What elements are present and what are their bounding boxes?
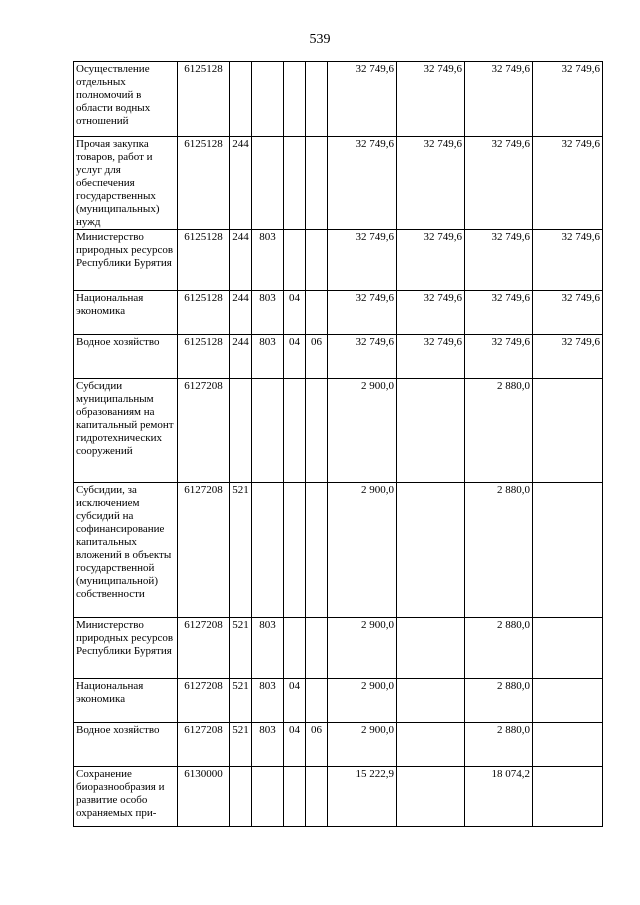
ministry-code bbox=[252, 767, 284, 827]
subsection-code bbox=[306, 137, 328, 230]
ministry-code: 803 bbox=[252, 230, 284, 291]
section-code bbox=[284, 62, 306, 137]
target-code: 6127208 bbox=[178, 679, 230, 723]
section-code bbox=[284, 137, 306, 230]
amount-3: 2 880,0 bbox=[465, 723, 533, 767]
amount-4: 32 749,6 bbox=[533, 335, 603, 379]
subsection-code bbox=[306, 230, 328, 291]
amount-2: 32 749,6 bbox=[397, 62, 465, 137]
amount-4: 32 749,6 bbox=[533, 62, 603, 137]
table-row bbox=[74, 483, 603, 618]
row-name: Министерство природных ресурсов Республики Бурятия bbox=[74, 230, 178, 291]
target-code: 6125128 bbox=[178, 291, 230, 335]
subsection-code: 06 bbox=[306, 335, 328, 379]
amount-3: 32 749,6 bbox=[465, 335, 533, 379]
subsection-code bbox=[306, 62, 328, 137]
amount-3: 32 749,6 bbox=[465, 62, 533, 137]
expense-type-code: 521 bbox=[230, 723, 252, 767]
amount-1: 32 749,6 bbox=[328, 230, 397, 291]
amount-2 bbox=[397, 618, 465, 679]
table-row bbox=[74, 618, 603, 679]
target-code: 6130000 bbox=[178, 767, 230, 827]
subsection-code: 06 bbox=[306, 723, 328, 767]
amount-1: 2 900,0 bbox=[328, 723, 397, 767]
target-code: 6125128 bbox=[178, 62, 230, 137]
amount-2 bbox=[397, 379, 465, 483]
ministry-code bbox=[252, 62, 284, 137]
amount-1: 15 222,9 bbox=[328, 767, 397, 827]
row-name: Сохранение биоразнообразия и развитие особо охраняемых при- bbox=[74, 767, 178, 827]
amount-4: 32 749,6 bbox=[533, 291, 603, 335]
table-row bbox=[74, 767, 603, 827]
amount-4: 32 749,6 bbox=[533, 137, 603, 230]
section-code: 04 bbox=[284, 335, 306, 379]
amount-2: 32 749,6 bbox=[397, 335, 465, 379]
target-code: 6127208 bbox=[178, 379, 230, 483]
row-name: Национальная экономика bbox=[74, 679, 178, 723]
amount-3: 32 749,6 bbox=[465, 291, 533, 335]
row-name: Водное хозяйство bbox=[74, 335, 178, 379]
row-name: Водное хозяйство bbox=[74, 723, 178, 767]
expense-type-code bbox=[230, 767, 252, 827]
budget-table bbox=[73, 61, 603, 827]
amount-1: 32 749,6 bbox=[328, 62, 397, 137]
section-code bbox=[284, 618, 306, 679]
amount-4 bbox=[533, 379, 603, 483]
section-code: 04 bbox=[284, 679, 306, 723]
ministry-code: 803 bbox=[252, 679, 284, 723]
ministry-code: 803 bbox=[252, 723, 284, 767]
expense-type-code: 244 bbox=[230, 230, 252, 291]
expense-type-code: 244 bbox=[230, 335, 252, 379]
amount-3: 32 749,6 bbox=[465, 230, 533, 291]
amount-1: 2 900,0 bbox=[328, 483, 397, 618]
expense-type-code: 244 bbox=[230, 291, 252, 335]
amount-1: 2 900,0 bbox=[328, 379, 397, 483]
row-name: Национальная экономика bbox=[74, 291, 178, 335]
ministry-code: 803 bbox=[252, 335, 284, 379]
amount-3: 32 749,6 bbox=[465, 137, 533, 230]
expense-type-code bbox=[230, 379, 252, 483]
amount-4 bbox=[533, 767, 603, 827]
ministry-code bbox=[252, 483, 284, 618]
amount-1: 32 749,6 bbox=[328, 335, 397, 379]
expense-type-code: 521 bbox=[230, 618, 252, 679]
amount-4 bbox=[533, 483, 603, 618]
table-row bbox=[74, 137, 603, 230]
section-code bbox=[284, 767, 306, 827]
target-code: 6127208 bbox=[178, 618, 230, 679]
expense-type-code bbox=[230, 62, 252, 137]
target-code: 6127208 bbox=[178, 723, 230, 767]
ministry-code: 803 bbox=[252, 291, 284, 335]
amount-4: 32 749,6 bbox=[533, 230, 603, 291]
amount-2: 32 749,6 bbox=[397, 291, 465, 335]
row-name: Субсидии муниципальным образованиям на капитальный ремонт гидротехнических сооружений bbox=[74, 379, 178, 483]
row-name: Субсидии, за исключением субсидий на софинансирование капитальных вложений в объекты государственной (муниципальной) собственности bbox=[74, 483, 178, 618]
ministry-code bbox=[252, 379, 284, 483]
subsection-code bbox=[306, 379, 328, 483]
table-row bbox=[74, 230, 603, 291]
section-code bbox=[284, 379, 306, 483]
expense-type-code: 521 bbox=[230, 679, 252, 723]
amount-4 bbox=[533, 679, 603, 723]
ministry-code bbox=[252, 137, 284, 230]
amount-1: 2 900,0 bbox=[328, 679, 397, 723]
amount-4 bbox=[533, 618, 603, 679]
row-name: Осуществление отдельных полномочий в области водных отношений bbox=[74, 62, 178, 137]
amount-3: 2 880,0 bbox=[465, 379, 533, 483]
subsection-code bbox=[306, 767, 328, 827]
row-name: Министерство природных ресурсов Республики Бурятия bbox=[74, 618, 178, 679]
table-row bbox=[74, 723, 603, 767]
target-code: 6125128 bbox=[178, 230, 230, 291]
page-number: 539 bbox=[309, 32, 331, 47]
section-code bbox=[284, 230, 306, 291]
table-row bbox=[74, 679, 603, 723]
subsection-code bbox=[306, 483, 328, 618]
expense-type-code: 244 bbox=[230, 137, 252, 230]
amount-2: 32 749,6 bbox=[397, 230, 465, 291]
amount-3: 2 880,0 bbox=[465, 483, 533, 618]
subsection-code bbox=[306, 618, 328, 679]
amount-2 bbox=[397, 767, 465, 827]
table-row bbox=[74, 335, 603, 379]
amount-2 bbox=[397, 483, 465, 618]
subsection-code bbox=[306, 291, 328, 335]
section-code: 04 bbox=[284, 723, 306, 767]
amount-2 bbox=[397, 679, 465, 723]
amount-1: 32 749,6 bbox=[328, 137, 397, 230]
target-code: 6127208 bbox=[178, 483, 230, 618]
target-code: 6125128 bbox=[178, 335, 230, 379]
amount-1: 2 900,0 bbox=[328, 618, 397, 679]
table-row bbox=[74, 291, 603, 335]
table-row bbox=[74, 379, 603, 483]
ministry-code: 803 bbox=[252, 618, 284, 679]
amount-1: 32 749,6 bbox=[328, 291, 397, 335]
row-name: Прочая закупка товаров, работ и услуг для обеспечения государственных (муниципальных) нужд bbox=[74, 137, 178, 230]
table-row bbox=[74, 62, 603, 137]
expense-type-code: 521 bbox=[230, 483, 252, 618]
target-code: 6125128 bbox=[178, 137, 230, 230]
amount-2 bbox=[397, 723, 465, 767]
amount-4 bbox=[533, 723, 603, 767]
section-code bbox=[284, 483, 306, 618]
amount-3: 2 880,0 bbox=[465, 618, 533, 679]
subsection-code bbox=[306, 679, 328, 723]
amount-3: 2 880,0 bbox=[465, 679, 533, 723]
amount-2: 32 749,6 bbox=[397, 137, 465, 230]
amount-3: 18 074,2 bbox=[465, 767, 533, 827]
section-code: 04 bbox=[284, 291, 306, 335]
